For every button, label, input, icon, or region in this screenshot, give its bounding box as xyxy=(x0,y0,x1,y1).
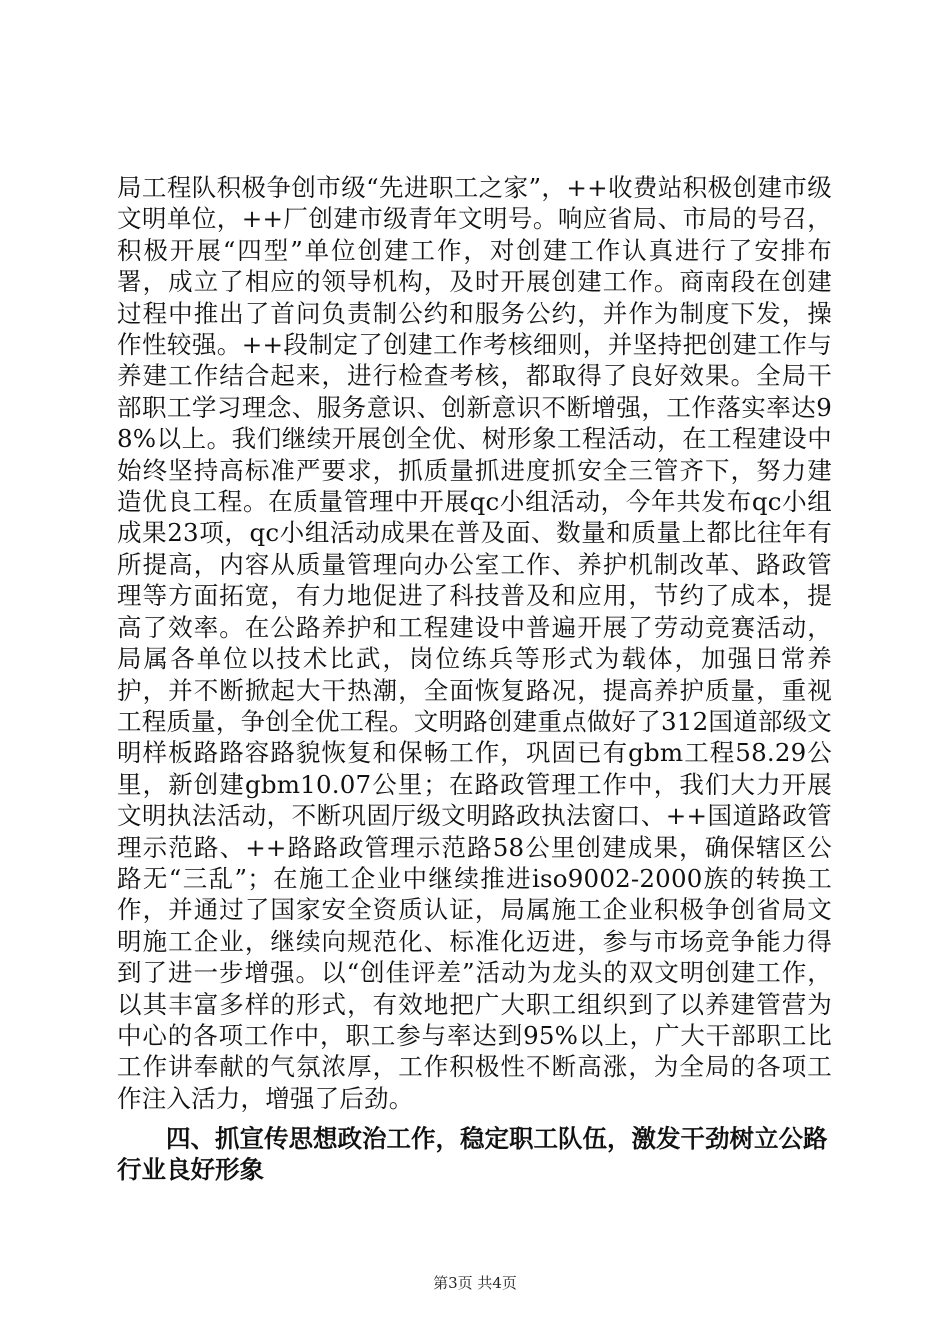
page-footer: 第3页 共4页 xyxy=(433,1274,517,1292)
body-paragraph: 局工程队积极争创市级“先进职工之家”，++收费站积极创建市级文明单位，++厂创建市级青年文明号。响应省局、市局的号召，积极开展“四型”单位创建工作，对创建工作认真进行了安排布署，成立了相应的领导机构，及时开展创建工作。商南段在创建过程中推出了首问负责制公约和服务公约，并作为制度下发，操作性较强。++段制定了创建工作考核细则，并坚持把创建工作与养建工作结合起来，进行检查考核，都取得了良好效果。全局干部职工学习理念、服务意识、创新意识不断增强，工作落实率达98%以上。我们继续开展创全优、树形象工程活动，在工程建设中始终坚持高标准严要求，抓质量抓进度抓安全三管齐下，努力建造优良工程。在质量管理中开展qc小组活动，今年共发布qc小组成果23项，qc小组活动成果在普及面、数量和质量上都比往年有所提高，内容从质量管理向办公室工作、养护机制改革、路政管理等方面拓宽，有力地促进了科技普及和应用，节约了成本，提高了效率。在公路养护和工程建设中普遍开展了劳动竞赛活动，局属各单位以技术比武，岗位练兵等形式为载体，加强日常养护，并不断掀起大干热潮，全面恢复路况，提高养护质量，重视工程质量，争创全优工程。文明路创建重点做好了312国道部级文明样板路路容路貌恢复和保畅工作，巩固已有gbm工程58.29公里，新创建gbm10.07公里；在路政管理工作中，我们大力开展文明执法活动，不断巩固厅级文明路政执法窗口、++国道路政管理示范路、++路路政管理示范路58公里创建成果，确保辖区公路无“三乱”；在施工企业中继续推进iso9002-2000族的转换工作，并通过了国家安全资质认证，局属施工企业积极争创省局文明施工企业，继续向规范化、标准化迈进，参与市场竞争能力得到了进一步增强。以“创佳评差”活动为龙头的双文明创建工作，以其丰富多样的形式，有效地把广大职工组织到了以养建管营为中心的各项工作中，职工参与率达到95%以上，广大干部职工比工作讲奉献的气氛浓厚，工作积极性不断高涨，为全局的各项工作注入活力，增强了后劲。 xyxy=(117,173,832,1113)
section-heading: 四、抓宣传思想政治工作，稳定职工队伍，激发干劲树立公路行业良好形象 xyxy=(117,1124,828,1185)
